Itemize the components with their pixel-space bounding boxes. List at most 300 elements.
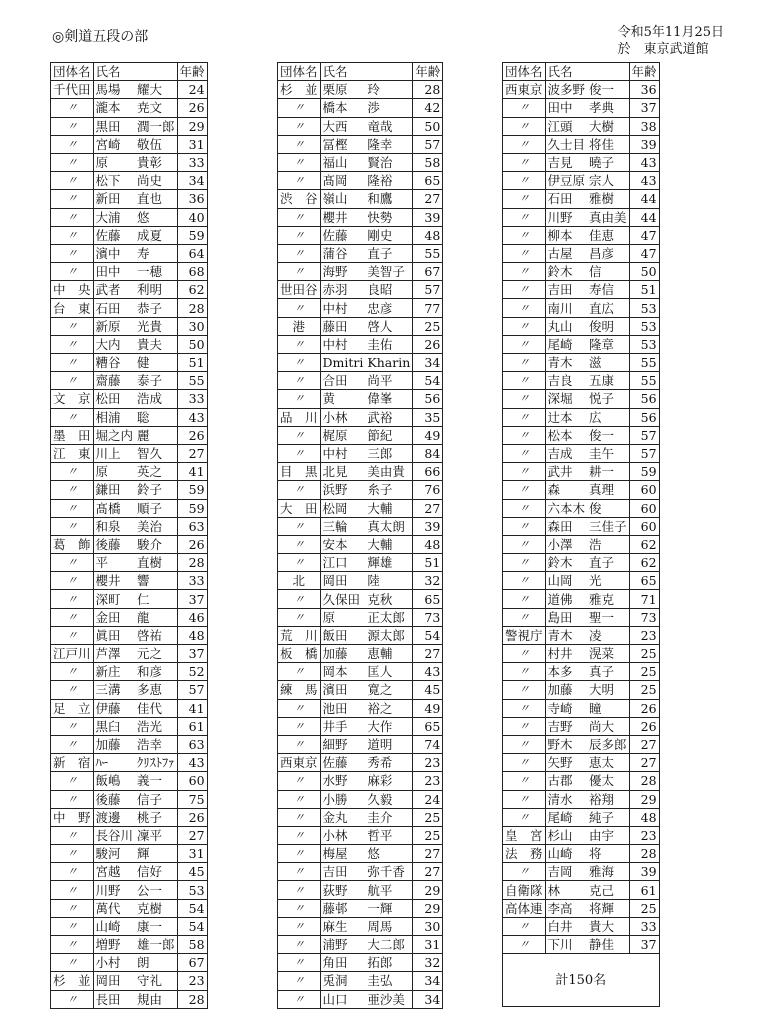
group-cell: 〃 (51, 717, 94, 735)
table-row (278, 808, 443, 826)
col-group-header: 団体名 (51, 63, 94, 81)
table-row (278, 608, 443, 626)
age-cell: 44 (629, 190, 659, 208)
age-cell: 41 (177, 699, 207, 717)
given-name-cell: 尚史 (135, 172, 177, 190)
group-cell: 〃 (278, 790, 321, 808)
family-name-cell: 堀之内 (93, 426, 135, 444)
age-cell: 26 (177, 426, 207, 444)
group-cell: 〃 (51, 608, 94, 626)
table-row (503, 81, 660, 99)
family-name-cell: 川上 (93, 444, 135, 462)
group-cell: 〃 (503, 208, 546, 226)
group-cell: 大 田 (278, 499, 321, 517)
family-name-cell: 櫻井 (93, 572, 135, 590)
given-name-cell: 源太郎 (365, 626, 412, 644)
age-cell: 49 (413, 426, 443, 444)
table-row (278, 936, 443, 954)
group-cell: 〃 (51, 772, 94, 790)
table-row (503, 572, 660, 590)
age-cell: 56 (629, 390, 659, 408)
table-row (278, 754, 443, 772)
family-name-cell: 濱中 (93, 244, 135, 262)
group-cell: 〃 (51, 936, 94, 954)
given-name-cell: 亜沙美 (365, 990, 412, 1008)
family-name-cell: 梅屋 (320, 845, 365, 863)
table-row (51, 317, 208, 335)
table-row (278, 717, 443, 735)
given-name-cell: 直樹 (135, 554, 177, 572)
given-name-cell: 健 (135, 354, 177, 372)
family-name-cell: 江頭 (545, 117, 587, 135)
group-cell: 〃 (51, 917, 94, 935)
family-name-cell: 伊豆原 (545, 172, 587, 190)
given-name-cell: 寛之 (365, 681, 412, 699)
age-cell: 43 (629, 172, 659, 190)
age-cell: 68 (177, 263, 207, 281)
family-name-cell: 合田 (320, 372, 365, 390)
group-cell: 〃 (503, 535, 546, 553)
given-name-cell: 美由貴 (365, 463, 412, 481)
given-name-cell: 貴夫 (135, 335, 177, 353)
given-name-cell: 辰多郎 (587, 735, 629, 753)
family-name-cell: 海野 (320, 263, 365, 281)
family-name-cell: 山崎 (545, 845, 587, 863)
age-cell: 57 (629, 426, 659, 444)
given-name-cell: 五康 (587, 372, 629, 390)
given-name-cell: 真太朗 (365, 517, 412, 535)
table-row (503, 263, 660, 281)
col-name-header-blank (587, 63, 629, 81)
group-cell: 〃 (51, 626, 94, 644)
table-row (278, 699, 443, 717)
table-row (51, 281, 208, 299)
given-name-cell: 佳代 (135, 699, 177, 717)
age-cell: 57 (177, 681, 207, 699)
group-cell: 〃 (278, 717, 321, 735)
roster-table-1 (50, 62, 208, 1009)
given-name-cell: 美治 (135, 517, 177, 535)
table-row (51, 208, 208, 226)
total-count: 計150名 (503, 954, 660, 1007)
table-row (51, 408, 208, 426)
given-name-cell: 雄一郎 (135, 936, 177, 954)
family-name-cell: 久士目 (545, 135, 587, 153)
table-row (278, 81, 443, 99)
age-cell: 45 (177, 863, 207, 881)
group-cell: 〃 (503, 663, 546, 681)
group-cell: 〃 (503, 190, 546, 208)
table-row (51, 299, 208, 317)
given-name-cell: 浩成 (135, 390, 177, 408)
group-cell: 〃 (51, 590, 94, 608)
age-cell: 44 (629, 208, 659, 226)
event-date: 令和5年11月25日 (617, 25, 724, 40)
family-name-cell: 北見 (320, 463, 365, 481)
given-name-cell: 康一 (135, 917, 177, 935)
given-name-cell: 陸 (365, 572, 412, 590)
family-name-cell: 藤田 (320, 317, 365, 335)
given-name-cell: 周馬 (365, 917, 412, 935)
given-name-cell: 圭佑 (365, 335, 412, 353)
family-name-cell: 藤邨 (320, 899, 365, 917)
age-cell: 46 (177, 608, 207, 626)
group-cell: 〃 (51, 153, 94, 171)
total-row (503, 954, 660, 1007)
table-row (278, 444, 443, 462)
family-name-cell: 原 (93, 463, 135, 481)
family-name-cell: 六本木 (545, 499, 587, 517)
given-name-cell: 圭介 (365, 808, 412, 826)
given-name-cell: 聡 (135, 408, 177, 426)
given-name-cell: 潤一郎 (135, 117, 177, 135)
given-name-cell: 玲 (365, 81, 412, 99)
table-row (503, 99, 660, 117)
table-row (503, 117, 660, 135)
table-row (503, 663, 660, 681)
group-cell: 〃 (278, 663, 321, 681)
age-cell: 23 (629, 826, 659, 844)
age-cell: 62 (177, 281, 207, 299)
table-row (51, 808, 208, 826)
table-row (278, 645, 443, 663)
col-name-header: 氏名 (320, 63, 365, 81)
table-row (503, 517, 660, 535)
roster-table-2 (277, 62, 443, 1009)
family-name-cell: 本多 (545, 663, 587, 681)
given-name-cell: 元之 (135, 645, 177, 663)
given-name-cell: 隆章 (587, 335, 629, 353)
group-cell: 〃 (503, 426, 546, 444)
family-name-cell: 伊藤 (93, 699, 135, 717)
family-name-cell: 鈴木 (545, 263, 587, 281)
family-name-cell: 林 (545, 881, 587, 899)
table-row (278, 99, 443, 117)
group-cell: 〃 (278, 990, 321, 1008)
family-name-cell: 李高 (545, 899, 587, 917)
age-cell: 28 (177, 554, 207, 572)
table-row (503, 681, 660, 699)
family-name-cell: 鈴木 (545, 554, 587, 572)
family-name-cell: 飯嶋 (93, 772, 135, 790)
group-cell: 品 川 (278, 408, 321, 426)
table-row (51, 481, 208, 499)
given-name-cell: 直広 (587, 299, 629, 317)
family-name-cell: 武者 (93, 281, 135, 299)
group-cell: 板 橋 (278, 645, 321, 663)
table-row (51, 845, 208, 863)
group-cell: 荒 川 (278, 626, 321, 644)
given-name-cell: 光貴 (135, 317, 177, 335)
family-name-cell: 栗原 (320, 81, 365, 99)
group-cell: 〃 (51, 954, 94, 972)
table-row (503, 499, 660, 517)
family-name-cell: 中村 (320, 444, 365, 462)
family-name-cell: 相浦 (93, 408, 135, 426)
age-cell: 25 (629, 663, 659, 681)
family-name-cell: 深堀 (545, 390, 587, 408)
given-name-cell: 寿信 (587, 281, 629, 299)
table-row (51, 954, 208, 972)
age-cell: 29 (413, 899, 443, 917)
age-cell: 54 (177, 917, 207, 935)
table-row (503, 899, 660, 917)
family-name-cell: 田中 (93, 263, 135, 281)
age-cell: 28 (629, 845, 659, 863)
family-name-cell: 白井 (545, 917, 587, 935)
col-age-header: 年齢 (177, 63, 207, 81)
given-name-cell: 三佳子 (587, 517, 629, 535)
given-name-cell: 久毅 (365, 790, 412, 808)
family-name-cell: 髙橋 (93, 499, 135, 517)
age-cell: 62 (629, 554, 659, 572)
age-cell: 37 (629, 99, 659, 117)
table-row (278, 426, 443, 444)
age-cell: 55 (413, 244, 443, 262)
family-name-cell: 三輪 (320, 517, 365, 535)
table-row (51, 572, 208, 590)
group-cell: 〃 (278, 863, 321, 881)
given-name-cell: 由宇 (587, 826, 629, 844)
table-row (51, 99, 208, 117)
age-cell: 73 (413, 608, 443, 626)
table-row (51, 426, 208, 444)
age-cell: 26 (177, 535, 207, 553)
family-name-cell: 吉田 (545, 281, 587, 299)
table-row (278, 663, 443, 681)
family-name-cell: 佐藤 (320, 226, 365, 244)
table-row (51, 863, 208, 881)
family-name-cell: 吉岡 (545, 863, 587, 881)
age-cell: 48 (629, 808, 659, 826)
age-cell: 56 (413, 390, 443, 408)
given-name-cell: 匡人 (365, 663, 412, 681)
table-row (503, 317, 660, 335)
given-name-cell: 雅樹 (587, 190, 629, 208)
group-cell: 〃 (503, 99, 546, 117)
group-cell: 〃 (51, 372, 94, 390)
family-name-cell: 松下 (93, 172, 135, 190)
age-cell: 25 (629, 645, 659, 663)
age-cell: 25 (413, 317, 443, 335)
table-row (51, 354, 208, 372)
family-name-cell: 黒臼 (93, 717, 135, 735)
given-name-cell: 節紀 (365, 426, 412, 444)
age-cell: 29 (177, 117, 207, 135)
family-name-cell: 長田 (93, 990, 135, 1008)
family-name-cell: 兎洞 (320, 972, 365, 990)
age-cell: 33 (177, 153, 207, 171)
age-cell: 48 (413, 226, 443, 244)
family-name-cell: 眞田 (93, 626, 135, 644)
age-cell: 43 (629, 153, 659, 171)
age-cell: 33 (629, 917, 659, 935)
table-row (503, 936, 660, 954)
given-name-cell: 偉峯 (365, 390, 412, 408)
family-name-cell: 山岡 (545, 572, 587, 590)
age-cell: 60 (629, 499, 659, 517)
table-row (51, 826, 208, 844)
family-name-cell: 佐藤 (93, 226, 135, 244)
group-cell: 〃 (503, 335, 546, 353)
group-cell: 〃 (278, 972, 321, 990)
family-name-cell: 大西 (320, 117, 365, 135)
given-name-cell: 朗 (135, 954, 177, 972)
given-name-cell: 俊明 (587, 317, 629, 335)
age-cell: 25 (413, 826, 443, 844)
age-cell: 25 (413, 808, 443, 826)
family-name-cell: 道佛 (545, 590, 587, 608)
table-row (503, 426, 660, 444)
family-name-cell: 吉成 (545, 444, 587, 462)
age-cell: 65 (413, 717, 443, 735)
age-cell: 77 (413, 299, 443, 317)
age-cell: 47 (629, 226, 659, 244)
family-name-cell: 下川 (545, 936, 587, 954)
age-cell: 43 (413, 663, 443, 681)
group-cell: 〃 (503, 463, 546, 481)
given-name-cell: 一穂 (135, 263, 177, 281)
family-name-cell: 寺崎 (545, 699, 587, 717)
group-cell: 〃 (51, 135, 94, 153)
table-row (503, 554, 660, 572)
table-row (503, 845, 660, 863)
table-row (278, 990, 443, 1008)
age-cell: 34 (413, 354, 443, 372)
table-row (503, 281, 660, 299)
group-cell: 〃 (278, 117, 321, 135)
given-name-cell: 真由美 (587, 208, 629, 226)
age-cell: 53 (629, 299, 659, 317)
group-cell: 〃 (278, 699, 321, 717)
group-cell: 〃 (278, 554, 321, 572)
group-cell: 中 野 (51, 808, 94, 826)
table-row (51, 335, 208, 353)
table-row (51, 663, 208, 681)
group-cell: 文 京 (51, 390, 94, 408)
family-name-cell: 安本 (320, 535, 365, 553)
table-row (503, 444, 660, 462)
family-name-cell: 三溝 (93, 681, 135, 699)
group-cell: 〃 (51, 208, 94, 226)
group-cell: 〃 (503, 317, 546, 335)
family-name-cell: 南川 (545, 299, 587, 317)
group-cell: 〃 (503, 244, 546, 262)
table-row (51, 517, 208, 535)
given-name-cell: 昌彦 (587, 244, 629, 262)
given-name-cell: 佳恵 (587, 226, 629, 244)
given-name-cell: 将佳 (587, 135, 629, 153)
group-cell: 〃 (278, 517, 321, 535)
family-name-cell: 尾崎 (545, 808, 587, 826)
age-cell: 27 (413, 863, 443, 881)
age-cell: 67 (413, 263, 443, 281)
age-cell: 23 (413, 754, 443, 772)
age-cell: 66 (413, 463, 443, 481)
age-cell: 74 (413, 735, 443, 753)
age-cell: 23 (629, 626, 659, 644)
family-name-cell: 蒲谷 (320, 244, 365, 262)
group-cell: 〃 (278, 390, 321, 408)
family-name-cell: 杉山 (545, 826, 587, 844)
given-name-cell: 道明 (365, 735, 412, 753)
given-name-cell: 雅克 (587, 590, 629, 608)
group-cell: 〃 (51, 408, 94, 426)
given-name-cell: 耕一 (587, 463, 629, 481)
given-name-cell: 和彦 (135, 663, 177, 681)
table-row (51, 645, 208, 663)
family-name-cell: 石田 (545, 190, 587, 208)
group-cell: 〃 (503, 808, 546, 826)
age-cell: 27 (413, 845, 443, 863)
group-cell: 〃 (503, 444, 546, 462)
table-row (51, 135, 208, 153)
group-cell: 〃 (278, 426, 321, 444)
table-row (51, 717, 208, 735)
group-cell: 高体連 (503, 899, 546, 917)
table-row (51, 772, 208, 790)
age-cell: 37 (629, 936, 659, 954)
group-cell: 〃 (278, 535, 321, 553)
age-cell: 34 (177, 172, 207, 190)
age-cell: 63 (177, 517, 207, 535)
family-name-cell: 大内 (93, 335, 135, 353)
given-name-cell: 和鷹 (365, 190, 412, 208)
age-cell: 53 (177, 881, 207, 899)
table-row (278, 972, 443, 990)
given-name-cell: 竜哉 (365, 117, 412, 135)
age-cell: 50 (413, 117, 443, 135)
given-name-cell: 俊 (587, 499, 629, 517)
group-cell: 西東京 (278, 754, 321, 772)
given-name-cell: 輝 (135, 845, 177, 863)
age-cell: 67 (177, 954, 207, 972)
table-row (503, 190, 660, 208)
age-cell: 26 (177, 808, 207, 826)
given-name-cell: 鈴子 (135, 481, 177, 499)
age-cell: 25 (629, 681, 659, 699)
event-info (618, 24, 724, 58)
table-row (278, 954, 443, 972)
age-cell: 64 (177, 244, 207, 262)
family-name-cell: 浦野 (320, 936, 365, 954)
table-row (503, 754, 660, 772)
group-cell: 〃 (503, 517, 546, 535)
age-cell: 26 (177, 99, 207, 117)
group-cell: 〃 (503, 554, 546, 572)
family-name-cell: 川野 (93, 881, 135, 899)
age-cell: 57 (413, 135, 443, 153)
age-cell: 59 (177, 499, 207, 517)
col-group-header: 団体名 (503, 63, 546, 81)
given-name-cell: 孝典 (587, 99, 629, 117)
given-name-cell: ｸﾘｽﾄﾌｧ (135, 754, 177, 772)
given-name-cell: 規由 (135, 990, 177, 1008)
table-row (278, 408, 443, 426)
table-row (278, 863, 443, 881)
group-cell: 世田谷 (278, 281, 321, 299)
age-cell: 27 (177, 826, 207, 844)
family-name-cell: 加藤 (545, 681, 587, 699)
age-cell: 27 (413, 499, 443, 517)
given-name-cell: 圭弘 (365, 972, 412, 990)
given-name-cell: 凜平 (135, 826, 177, 844)
group-cell: 〃 (503, 608, 546, 626)
table-row (503, 172, 660, 190)
family-name-cell: 岡田 (93, 972, 135, 990)
table-row (278, 554, 443, 572)
given-name-cell: 大明 (587, 681, 629, 699)
